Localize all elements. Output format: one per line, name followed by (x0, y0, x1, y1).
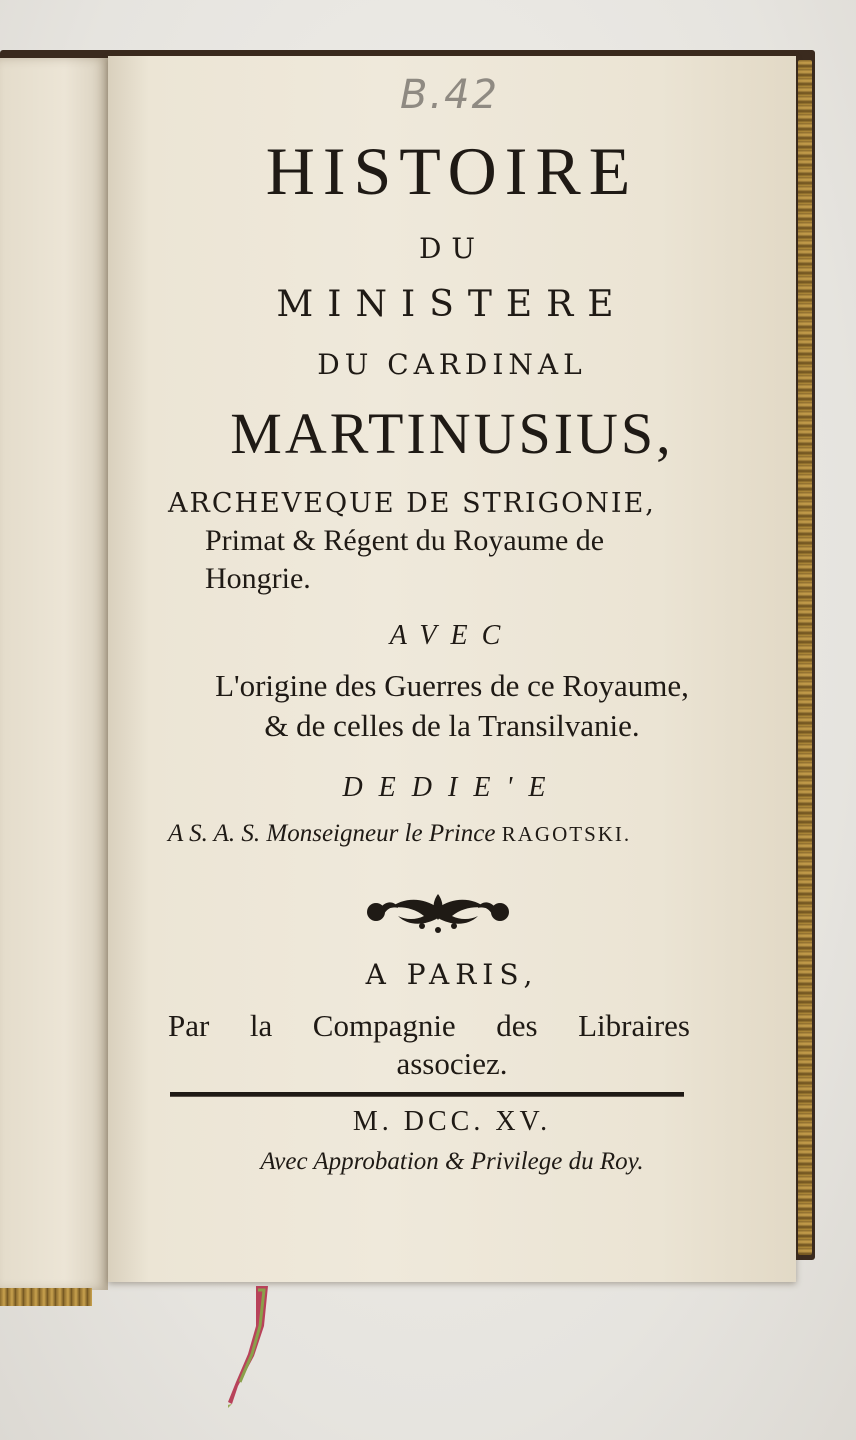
imprint-approbation: Avec Approbation & Privilege du Roy. (260, 1148, 644, 1175)
dedication-name: RAGOTSKI. (501, 822, 632, 846)
imprint-publisher-line1: Par la Compagnie des Libraires (168, 1008, 690, 1043)
printers-ornament (362, 886, 514, 936)
imprint-date: M. DCC. XV. (352, 1106, 552, 1137)
title-histoire: HISTOIRE (265, 133, 639, 209)
left-cover-edge (0, 1288, 92, 1306)
subtitle-archeveque: ARCHEVEQUE DE STRIGONIE, (168, 488, 656, 519)
subtitle-hongrie: Hongrie. (205, 562, 311, 595)
bookmark-ribbon (228, 1286, 268, 1416)
horizontal-rule (170, 1092, 684, 1097)
title-ministere: MINISTERE (276, 284, 628, 325)
imprint-place: A PARIS, (365, 958, 539, 991)
subtitle-avec: AVEC (389, 620, 515, 651)
subtitle-primat: Primat & Régent du Royaume de (205, 524, 605, 557)
gilt-page-edge (798, 60, 812, 1255)
subtitle-origine-line1: L'origine des Guerres de ce Royaume, (215, 668, 689, 703)
title-martinusius: MARTINUSIUS, (230, 401, 674, 466)
imprint-publisher-line2: associez. (396, 1046, 508, 1081)
dedication-line (168, 820, 631, 848)
left-page (0, 58, 108, 1290)
subtitle-origine-line2: & de celles de la Transilvanie. (264, 708, 640, 743)
dedication-heading: DEDIE'E (342, 772, 562, 803)
shelfmark-annotation: B.42 (400, 72, 500, 118)
dedication-text: A S. A. S. Monseigneur le Prince (168, 820, 502, 847)
title-du-cardinal: DU CARDINAL (317, 348, 587, 381)
title-du: DU (418, 232, 486, 265)
